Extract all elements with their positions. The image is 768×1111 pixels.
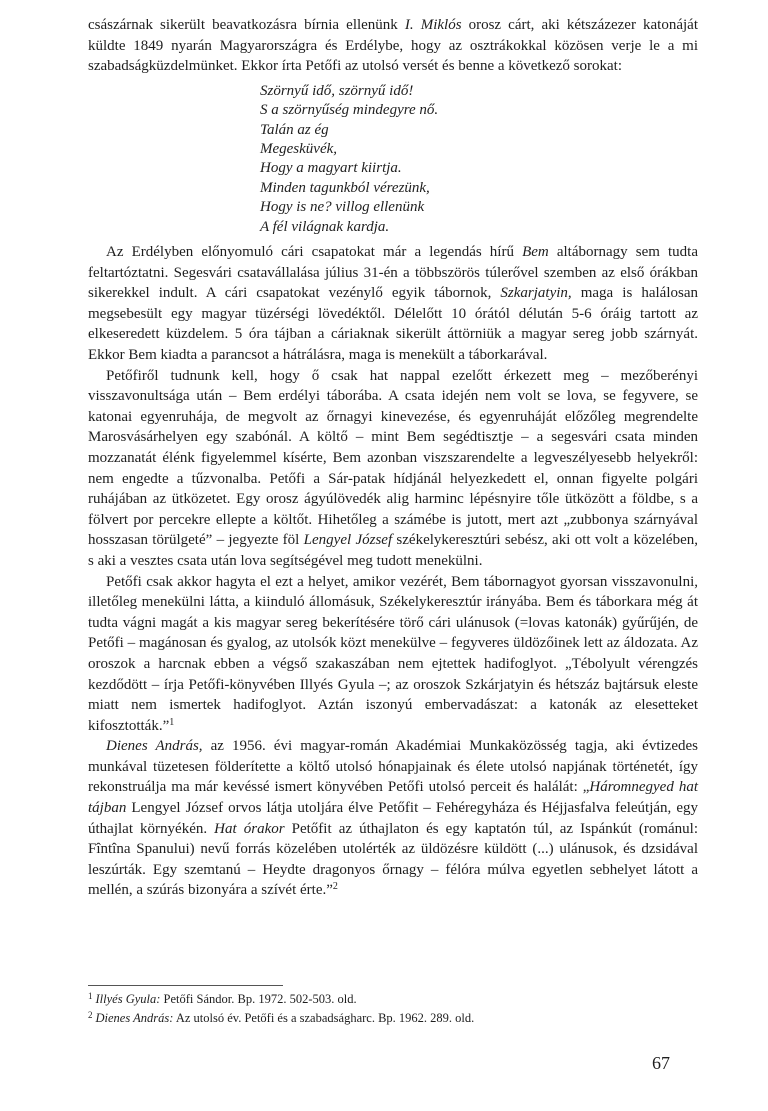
text-run: Az Erdélyben előnyomuló cári csapatokat már a legendás hírű: [106, 244, 523, 261]
main-text: [88, 15, 698, 901]
poem-line: S a szörnyűség mindegyre nő.: [260, 102, 439, 119]
text-run: Petőfiről tudnunk kell, hogy ő csak hat nappal ezelőtt érkezett meg – mezőberényi visszavonultsága után – Bem erdélyi táborába. A csata idején nem volt se lova, se fegyvere, se katonai egyenruhája, de megvolt az őrnagyi kinevezése, és egyenruháját előzőleg megrendelte Marosvásárhelyen egy szabónál. A költő – mint Bem segédtisztje – a segesvári csata minden mozzanatát élénk figyelemmel kísérte, Bem azonban viszszarendelte a legveszélyesebb helyekről: nem engedte a tűzvonalba. Petőfi a Sár-patak hídjánál helyezkedett el, onnan figyelte polgári ruhájában az ütközetet. Egy orosz ágyúlövedék alig harminc lépésnyire tőle ütközött a földbe, s a fölvert por percekre ellepte a költőt. Hihetőleg a számébe is jutott, mert azt „zubbonya szárnyával hosszasan törülgeté” – jegyezte föl: [88, 367, 698, 549]
footnote-ref: 1: [169, 716, 175, 728]
footnote-number: 2: [88, 1010, 93, 1020]
italic-phrase: Hat órakor: [214, 820, 285, 837]
paragraph-petofi: [88, 366, 698, 572]
footnote-text: Az utolsó év. Petőfi és a szabadságharc. Bp. 1962. 289. old.: [173, 1011, 475, 1025]
poem-line: Hogy is ne? villog ellenünk: [260, 199, 425, 216]
footnote-ref: 2: [332, 881, 338, 893]
paragraph-intro: [88, 15, 698, 77]
text-run: az 1956. évi magyar-román Akadémiai Munkaközösség tagja, aki évtizedes munkával tüzetesen földerítette a költő utolsó hónapjainak és élete utolsó napjának történetét, így rekonstruálja ma már kevéssé ismert könyvében Petőfi utolsó perceit és halálát: „: [88, 738, 698, 796]
text-run: orosz cárt, aki kétszázezer katonáját küldte 1849 nyarán Magyarországra és Erdélybe, hogy az osztrákokkal közösen verje le a mi szabadságküzdelmünket. Ekkor írta Petőfi az utolsó versét és benne a következő sorokat:: [88, 17, 698, 75]
footnote-number: 1: [88, 991, 93, 1001]
footnote-text: Petőfi Sándor. Bp. 1972. 502-503. old.: [160, 992, 357, 1006]
footnote-item: [88, 1009, 688, 1028]
italic-name: Lengyel József: [303, 532, 393, 549]
poem-line: Hogy a magyart kiirtja.: [260, 160, 402, 177]
italic-name: I. Miklós: [404, 17, 462, 33]
poem-line: Talán az ég: [260, 121, 329, 138]
footnote-author: Dienes András:: [95, 1011, 174, 1025]
footnote-author: Illyés Gyula:: [95, 992, 161, 1006]
italic-phrase: Háromnegyed hat tájban: [88, 779, 698, 817]
text-run: Lengyel József orvos látja utoljára élve Petőfit – Fehéregyháza és Héjjasfalva feleútján, egy úthajlat környékén.: [88, 800, 698, 837]
footnotes: [88, 990, 688, 1028]
poem-line: Megesküvék,: [260, 141, 338, 157]
footnote-item: [88, 990, 688, 1009]
italic-name: Bem: [522, 244, 549, 261]
paragraph-dienes: [88, 736, 698, 901]
text-run: császárnak sikerült beavatkozásra bírnia ellenünk: [88, 17, 405, 33]
poem-line: Minden tagunkból vérezünk,: [260, 179, 430, 196]
text-run: altábornagy sem tudta feltartóztatni. Segesvári csatavállalása július 31-én a többszörös túlerővel szemben az első órákban sikerekkel indult. A cári csapatokat vezénylő egyik tábornok,: [88, 244, 698, 302]
italic-name: Szkarjatyin,: [500, 285, 572, 302]
italic-name: Dienes András,: [106, 738, 203, 755]
text-run: székelykeresztúri sebész, aki ott volt a közelében, s aki a vesztes csata után lova segítségével meg tudott menekülni.: [88, 532, 699, 569]
text-run: Petőfit az úthajlaton és egy kaptatón túl, az Ispánkút (románul: Fîntîna Spanului) nevű forrás közelében utolérték az üldözésre küldött (...) ulánusok, és dzsidával leszúrták. Egy szemtanú – Heydte dragonyos őrnagy – félóra múlva egyetlen sebhelyet látott a mellén, a szúrás bizonyára a szívét érte.”: [88, 820, 699, 899]
text-run: maga is halálosan megsebesült egy magyar tüzérségi lövedéktől. Délelőtt 10 órától délután 5-6 óráig tartott az elkeseredett küzdelem. 5 óra tájban a cáriaknak sikerült áttörniük a magyar sereg jobb szárnyát. Ekkor Bem kiadta a parancsot a hátrálásra, maga is menekült a táborkarával.: [88, 285, 699, 363]
poem-line: Szörnyű idő, szörnyű idő!: [260, 82, 414, 99]
footnote-divider: [88, 985, 283, 986]
text-run: Petőfi csak akkor hagyta el ezt a helyet, amikor vezérét, Bem tábornagyot gyorsan visszavonulni, illetőleg menekülni látta, a kiinduló állomásuk, Székelykeresztúr irányába. Bem és táborkara még át tudta vágni magát a kis magyar sereg bekerítésére törő cári ulánusok (=lovas katonák) gyűrűjén, de Petőfi – magánosan és gyalog, az utolsók közt menekülve – fegyveres üldözőinek lett az áldozata. Az oroszok a harcnak ebben a végső szakaszában nem ejtettek hadifoglyot. „Tébolyult vérengzés kezdődött – írja Petőfi-könyvében Illyés Gyula –; az oroszok Szkárjatyin és hétszáz bajtársuk eleste miatt nem ismertek hadifoglyot. Aztán iszonyú embervadászat: a katonák az elesetteket kifosztották.”: [88, 573, 698, 734]
poem-line: A fél világnak kardja.: [260, 218, 390, 235]
paragraph-escape: [88, 572, 698, 737]
paragraph-bem: [88, 242, 698, 366]
page-number: 67: [652, 1053, 670, 1073]
poem-quote: [260, 82, 698, 237]
